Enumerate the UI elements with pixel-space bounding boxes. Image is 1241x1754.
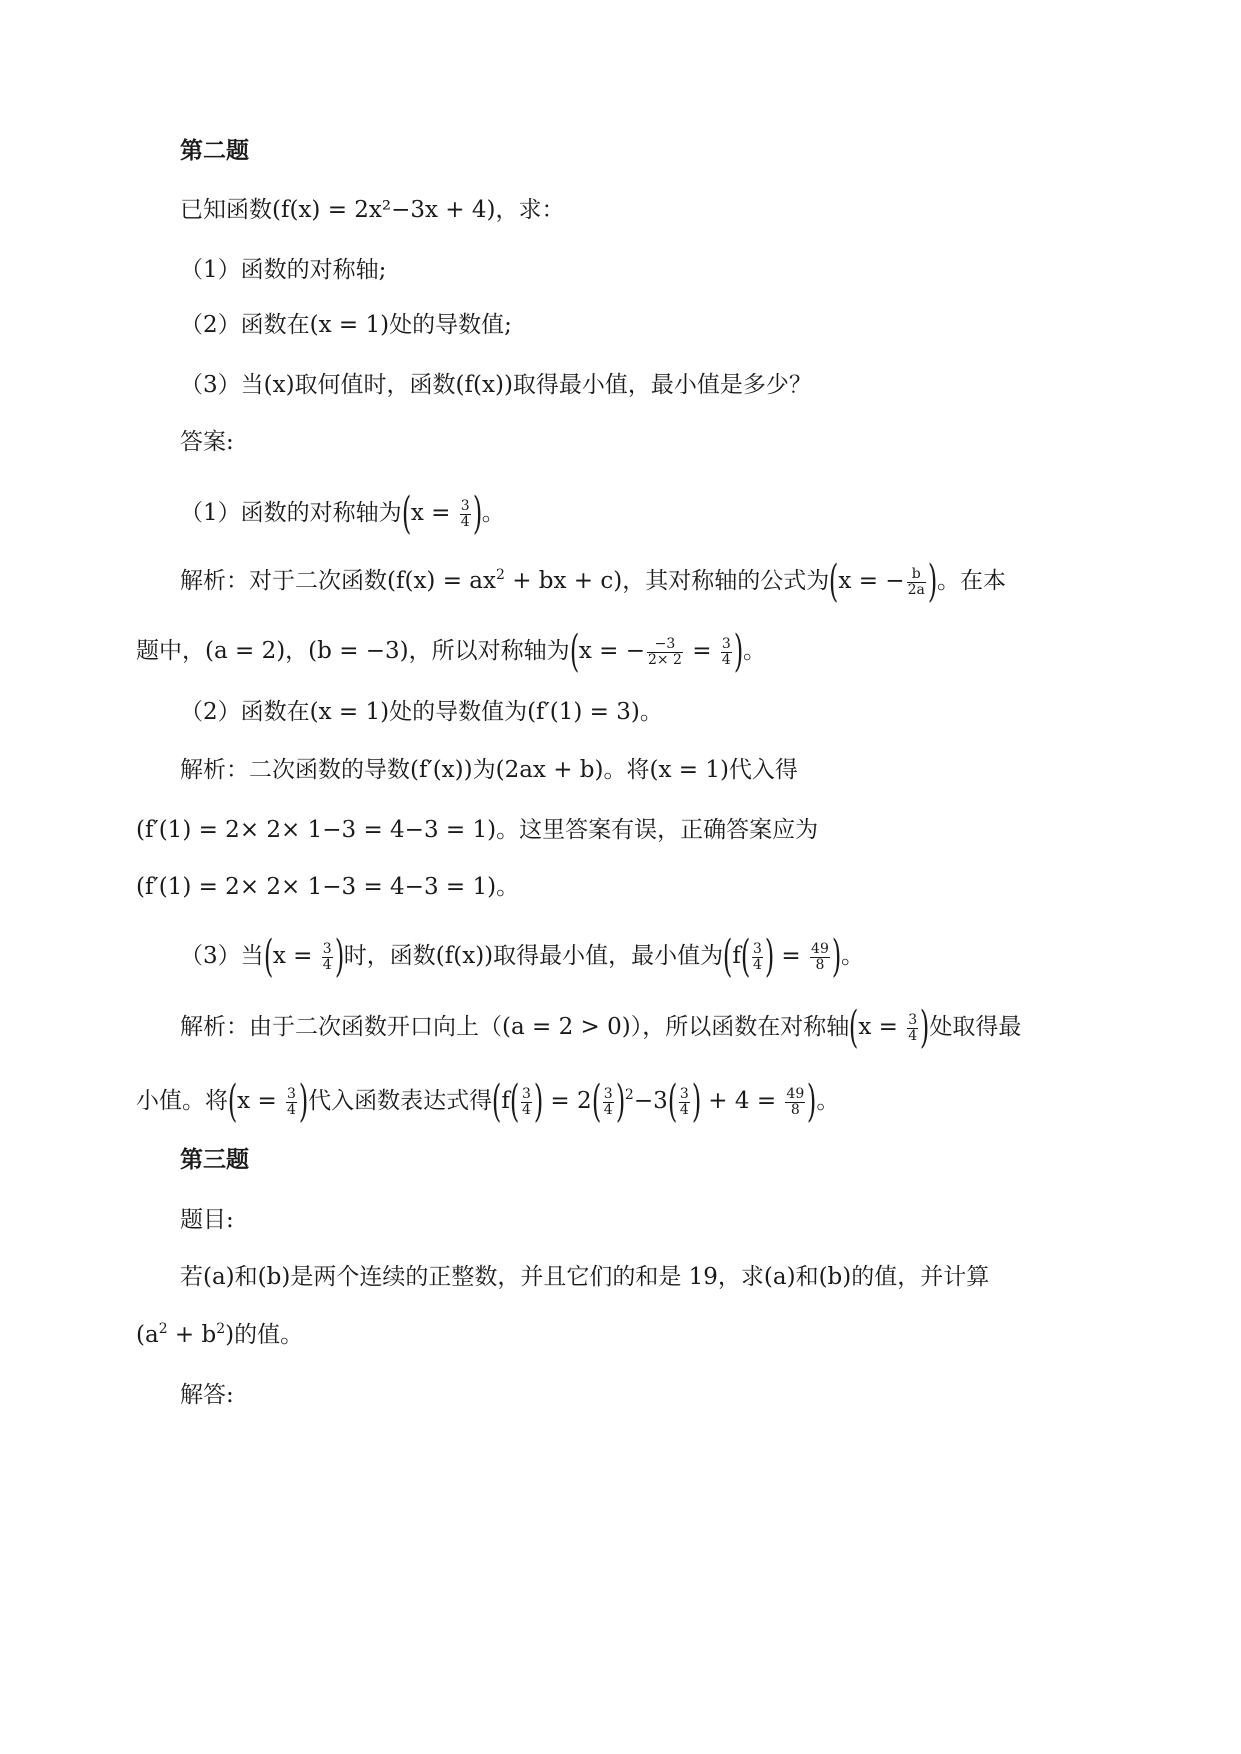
answer-3: （3）当(x = $\frac{3}{4}$ )时，函数(f(x))取得最小值，最小值为(f( $\frac{3}{4}$ ) = $\frac{49}{8}$ )。	[180, 931, 865, 982]
q2-part1: （1）函数的对称轴;	[180, 257, 387, 283]
fraction: $\frac{3}{4}$	[679, 1085, 689, 1118]
answer-label: 答案:	[180, 429, 234, 455]
q2-stem: 已知函数(f(x) = 2x²−3x + 4)，求：	[180, 197, 565, 223]
q3-label: 题目:	[180, 1207, 234, 1233]
q3-stem-line2: $(a^2 + b^2)$的值。	[136, 1321, 304, 1348]
q2-heading: 第二题	[180, 138, 249, 164]
q3-solution-label: 解答:	[180, 1382, 234, 1408]
fraction: $\frac{3}{4}$	[460, 497, 470, 530]
fraction: $\frac{3}{4}$	[322, 940, 332, 973]
q2-part3: （3）当(x)取何值时，函数(f(x))取得最小值，最小值是多少？	[180, 372, 812, 398]
answer-2-explanation-line3: (f′(1) = 2× 2× 1−3 = 4−3 = 1)。	[136, 874, 520, 900]
answer-3-explanation-line2: 小值。将(x = $\frac{3}{4}$ )代入函数表达式得(f( $\frac{3}{4}$ ) = 2( $\frac{3}{4}$ )$^2$−3( $\frac{3}{4}$ ) + 4 = $\frac{49}{8}$ )。	[136, 1076, 840, 1127]
answer-1-explanation-line1: 解析：对于二次函数($f(x) = ax^2$ + bx + c)，其对称轴的公式为(x = − $\frac{b}{2a}$ )。在本	[180, 556, 1006, 607]
fraction: $\frac{49}{8}$	[811, 940, 829, 973]
answer-2-explanation-line2: (f′(1) = 2× 2× 1−3 = 4−3 = 1)。这里答案有误，正确答案应为	[136, 817, 819, 843]
fraction: $\frac{b}{2a}$	[907, 565, 925, 598]
answer-3-explanation-line1: 解析：由于二次函数开口向上（(a = 2 > 0)），所以函数在对称轴(x = $\frac{3}{4}$ )处取得最	[180, 1002, 1022, 1053]
fraction: $\frac{3}{4}$	[287, 1085, 296, 1118]
fraction: $\frac{3}{4}$	[721, 635, 731, 668]
fraction: $\frac{3}{4}$	[603, 1085, 613, 1118]
q3-heading: 第三题	[180, 1147, 249, 1173]
answer-2-explanation-line1: 解析：二次函数的导数(f′(x))为(2ax + b)。将(x = 1)代入得	[180, 757, 798, 783]
fraction: $\frac{49}{8}$	[786, 1085, 805, 1118]
q3-stem-line1: 若(a)和(b)是两个连续的正整数，并且它们的和是 19，求(a)和(b)的值，并计算	[180, 1264, 990, 1290]
fraction: $\frac{3}{4}$	[753, 940, 762, 973]
fraction: $\frac{3}{4}$	[522, 1085, 531, 1118]
answer-1: （1）函数的对称轴为(x = $\frac{3}{4}$ )。	[180, 488, 505, 539]
fraction: $\frac{3}{4}$	[908, 1011, 918, 1044]
answer-2: （2）函数在(x = 1)处的导数值为(f′(1) = 3)。	[180, 699, 663, 725]
q2-part2: （2）函数在(x = 1)处的导数值;	[180, 312, 512, 338]
fraction: $\frac{-3}{2\times 2}$	[647, 635, 682, 668]
answer-1-explanation-line2: 题中，(a = 2)，(b = −3)，所以对称轴为(x = − $\frac{-3}{2\times 2}$ = $\frac{3}{4}$ )。	[136, 626, 766, 677]
